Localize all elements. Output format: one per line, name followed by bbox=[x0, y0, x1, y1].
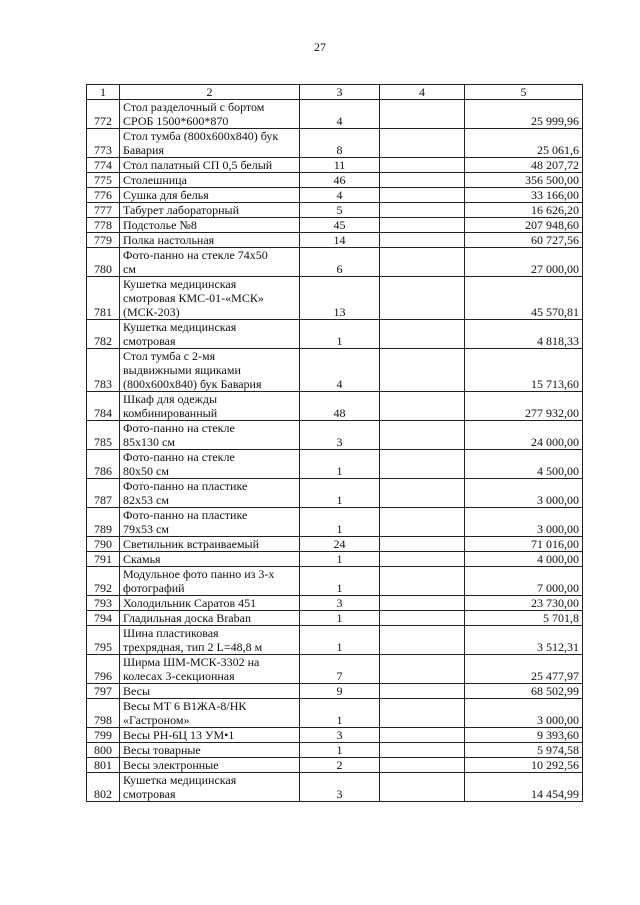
table-row bbox=[87, 479, 583, 508]
item-sum: 25 999,96 bbox=[465, 100, 583, 129]
item-name bbox=[120, 218, 300, 233]
item-name-line: Фото-панно на пластике bbox=[123, 508, 248, 522]
column-4-cell bbox=[380, 188, 465, 203]
column-4-cell bbox=[380, 233, 465, 248]
page-number: 27 bbox=[314, 40, 326, 54]
item-quantity: 3 bbox=[300, 596, 380, 611]
item-name bbox=[120, 158, 300, 173]
column-4-cell bbox=[380, 728, 465, 743]
table-row bbox=[87, 188, 583, 203]
column-4-cell bbox=[380, 450, 465, 479]
column-4-cell bbox=[380, 758, 465, 773]
row-number: 792 bbox=[87, 567, 120, 596]
column-4-cell bbox=[380, 129, 465, 158]
item-name bbox=[120, 773, 300, 802]
item-name bbox=[120, 655, 300, 684]
item-name-line: Фото-панно на стекле bbox=[123, 450, 235, 464]
column-4-cell bbox=[380, 320, 465, 349]
item-sum: 45 570,81 bbox=[465, 277, 583, 320]
item-name-line: Модульное фото панно из 3-х bbox=[123, 567, 275, 581]
table-row bbox=[87, 773, 583, 802]
item-sum: 27 000,00 bbox=[465, 248, 583, 277]
item-name bbox=[120, 188, 300, 203]
table-row bbox=[87, 552, 583, 567]
item-name-line: Холодильник Саратов 451 bbox=[123, 596, 257, 610]
item-name-line: выдвижными ящиками bbox=[123, 363, 241, 377]
table-row bbox=[87, 129, 583, 158]
row-number: 776 bbox=[87, 188, 120, 203]
item-sum: 7 000,00 bbox=[465, 567, 583, 596]
table-row bbox=[87, 158, 583, 173]
column-header: 4 bbox=[380, 85, 465, 100]
item-name bbox=[120, 392, 300, 421]
table-row bbox=[87, 203, 583, 218]
item-name bbox=[120, 567, 300, 596]
item-sum: 25 061,6 bbox=[465, 129, 583, 158]
item-name bbox=[120, 728, 300, 743]
column-4-cell bbox=[380, 248, 465, 277]
table-row bbox=[87, 728, 583, 743]
item-quantity: 4 bbox=[300, 188, 380, 203]
column-header: 2 bbox=[120, 85, 300, 100]
column-4-cell bbox=[380, 567, 465, 596]
item-name-line: смотровая КМС-01-«МСК» bbox=[123, 291, 264, 305]
table-row bbox=[87, 277, 583, 320]
item-name-line: Бавария bbox=[123, 143, 164, 157]
column-4-cell bbox=[380, 508, 465, 537]
table-row bbox=[87, 508, 583, 537]
row-number: 775 bbox=[87, 173, 120, 188]
item-quantity: 1 bbox=[300, 450, 380, 479]
table-row bbox=[87, 100, 583, 129]
item-name bbox=[120, 248, 300, 277]
row-number: 777 bbox=[87, 203, 120, 218]
item-name-line: комбинированный bbox=[123, 406, 218, 420]
column-4-cell bbox=[380, 392, 465, 421]
table-row bbox=[87, 233, 583, 248]
item-name-line: фотографий bbox=[123, 581, 185, 595]
item-name-line: Шина пластиковая bbox=[123, 626, 219, 640]
item-quantity: 2 bbox=[300, 758, 380, 773]
item-name-line: Весы bbox=[123, 684, 151, 698]
item-name bbox=[120, 479, 300, 508]
table-row bbox=[87, 421, 583, 450]
item-name-line: 82x53 см bbox=[123, 493, 169, 507]
column-4-cell bbox=[380, 421, 465, 450]
item-name-line: «Гастроном» bbox=[123, 713, 190, 727]
row-number: 801 bbox=[87, 758, 120, 773]
item-quantity: 4 bbox=[300, 349, 380, 392]
item-name bbox=[120, 320, 300, 349]
column-4-cell bbox=[380, 611, 465, 626]
item-sum: 16 626,20 bbox=[465, 203, 583, 218]
item-quantity: 14 bbox=[300, 233, 380, 248]
item-name-line: Стол тумба с 2-мя bbox=[123, 349, 216, 363]
item-sum: 207 948,60 bbox=[465, 218, 583, 233]
row-number: 790 bbox=[87, 537, 120, 552]
row-number: 782 bbox=[87, 320, 120, 349]
table-row bbox=[87, 567, 583, 596]
row-number: 793 bbox=[87, 596, 120, 611]
item-name-line: Весы МТ 6 В1ЖА-8/НК bbox=[123, 699, 247, 713]
row-number: 778 bbox=[87, 218, 120, 233]
item-quantity: 1 bbox=[300, 320, 380, 349]
item-quantity: 48 bbox=[300, 392, 380, 421]
item-quantity: 13 bbox=[300, 277, 380, 320]
column-4-cell bbox=[380, 743, 465, 758]
row-number: 800 bbox=[87, 743, 120, 758]
item-name-line: смотровая bbox=[123, 787, 176, 801]
column-4-cell bbox=[380, 684, 465, 699]
item-name-line: 79x53 см bbox=[123, 522, 169, 536]
item-name-line: Фото-панно на пластике bbox=[123, 479, 248, 493]
item-name-line: см bbox=[123, 262, 136, 276]
column-header: 3 bbox=[300, 85, 380, 100]
item-sum: 24 000,00 bbox=[465, 421, 583, 450]
item-quantity: 1 bbox=[300, 567, 380, 596]
item-quantity: 4 bbox=[300, 100, 380, 129]
item-sum: 15 713,60 bbox=[465, 349, 583, 392]
row-number: 779 bbox=[87, 233, 120, 248]
item-name-line: Кушетка медицинская bbox=[123, 773, 237, 787]
item-name-line: Стол тумба (800x600x840) бук bbox=[123, 129, 279, 143]
table-row bbox=[87, 537, 583, 552]
item-sum: 71 016,00 bbox=[465, 537, 583, 552]
item-name bbox=[120, 450, 300, 479]
item-name bbox=[120, 129, 300, 158]
item-sum: 4 500,00 bbox=[465, 450, 583, 479]
item-quantity: 3 bbox=[300, 773, 380, 802]
item-quantity: 1 bbox=[300, 479, 380, 508]
item-quantity: 11 bbox=[300, 158, 380, 173]
row-number: 789 bbox=[87, 508, 120, 537]
item-sum: 4 000,00 bbox=[465, 552, 583, 567]
row-number: 785 bbox=[87, 421, 120, 450]
column-header: 5 bbox=[465, 85, 583, 100]
item-quantity: 5 bbox=[300, 203, 380, 218]
item-sum: 14 454,99 bbox=[465, 773, 583, 802]
item-name bbox=[120, 421, 300, 450]
item-name bbox=[120, 277, 300, 320]
item-sum: 4 818,33 bbox=[465, 320, 583, 349]
item-quantity: 1 bbox=[300, 626, 380, 655]
table-row bbox=[87, 450, 583, 479]
item-name-line: Кушетка медицинская bbox=[123, 277, 237, 291]
item-name-line: Стол разделочный с бортом bbox=[123, 100, 265, 114]
item-name-line: Фото-панно на стекле 74x50 bbox=[123, 248, 268, 262]
item-name bbox=[120, 349, 300, 392]
item-quantity: 46 bbox=[300, 173, 380, 188]
column-4-cell bbox=[380, 173, 465, 188]
table-row bbox=[87, 626, 583, 655]
item-name-line: (800x600x840) бук Бавария bbox=[123, 377, 262, 391]
item-sum: 5 974,58 bbox=[465, 743, 583, 758]
item-name-line: Шкаф для одежды bbox=[123, 392, 218, 406]
item-sum: 33 166,00 bbox=[465, 188, 583, 203]
item-sum: 48 207,72 bbox=[465, 158, 583, 173]
table-row bbox=[87, 699, 583, 728]
item-name-line: Сушка для белья bbox=[123, 188, 209, 202]
row-number: 772 bbox=[87, 100, 120, 129]
item-quantity: 3 bbox=[300, 421, 380, 450]
item-name-line: Стол палатный СП 0,5 белый bbox=[123, 158, 273, 172]
row-number: 781 bbox=[87, 277, 120, 320]
item-sum: 356 500,00 bbox=[465, 173, 583, 188]
item-sum: 9 393,60 bbox=[465, 728, 583, 743]
column-4-cell bbox=[380, 100, 465, 129]
row-number: 794 bbox=[87, 611, 120, 626]
item-sum: 3 000,00 bbox=[465, 699, 583, 728]
item-sum: 277 932,00 bbox=[465, 392, 583, 421]
item-name-line: Скамья bbox=[123, 552, 161, 566]
item-sum: 68 502,99 bbox=[465, 684, 583, 699]
column-4-cell bbox=[380, 552, 465, 567]
item-name bbox=[120, 508, 300, 537]
row-number: 798 bbox=[87, 699, 120, 728]
row-number: 773 bbox=[87, 129, 120, 158]
column-4-cell bbox=[380, 626, 465, 655]
item-quantity: 1 bbox=[300, 552, 380, 567]
column-4-cell bbox=[380, 596, 465, 611]
item-name-line: Весы товарные bbox=[123, 743, 201, 757]
column-header: 1 bbox=[87, 85, 120, 100]
table-row bbox=[87, 248, 583, 277]
table-row bbox=[87, 611, 583, 626]
item-name-line: смотровая bbox=[123, 334, 176, 348]
item-name-line: колесах 3-секционная bbox=[123, 669, 235, 683]
column-4-cell bbox=[380, 479, 465, 508]
item-sum: 3 000,00 bbox=[465, 508, 583, 537]
item-name-line: Фото-панно на стекле bbox=[123, 421, 235, 435]
item-quantity: 3 bbox=[300, 728, 380, 743]
item-name bbox=[120, 173, 300, 188]
column-4-cell bbox=[380, 158, 465, 173]
row-number: 774 bbox=[87, 158, 120, 173]
column-4-cell bbox=[380, 537, 465, 552]
table-row bbox=[87, 684, 583, 699]
item-quantity: 9 bbox=[300, 684, 380, 699]
item-name-line: Кушетка медицинская bbox=[123, 320, 237, 334]
row-number: 795 bbox=[87, 626, 120, 655]
item-sum: 60 727,56 bbox=[465, 233, 583, 248]
item-name bbox=[120, 684, 300, 699]
item-name bbox=[120, 233, 300, 248]
item-quantity: 1 bbox=[300, 508, 380, 537]
item-name bbox=[120, 596, 300, 611]
item-name-line: Весы электронные bbox=[123, 758, 219, 772]
item-name-line: Светильник встраиваемый bbox=[123, 537, 260, 551]
item-sum: 23 730,00 bbox=[465, 596, 583, 611]
row-number: 802 bbox=[87, 773, 120, 802]
item-name-line: (МСК-203) bbox=[123, 305, 180, 319]
item-name bbox=[120, 626, 300, 655]
inventory-table bbox=[86, 84, 583, 802]
item-name bbox=[120, 100, 300, 129]
item-name bbox=[120, 699, 300, 728]
item-quantity: 1 bbox=[300, 743, 380, 758]
row-number: 787 bbox=[87, 479, 120, 508]
item-name-line: СРОБ 1500*600*870 bbox=[123, 114, 229, 128]
item-name bbox=[120, 552, 300, 567]
item-name bbox=[120, 203, 300, 218]
item-name-line: Подстолье №8 bbox=[123, 218, 197, 232]
item-quantity: 45 bbox=[300, 218, 380, 233]
item-name bbox=[120, 758, 300, 773]
row-number: 786 bbox=[87, 450, 120, 479]
row-number: 797 bbox=[87, 684, 120, 699]
item-sum: 25 477,97 bbox=[465, 655, 583, 684]
item-quantity: 1 bbox=[300, 611, 380, 626]
column-4-cell bbox=[380, 203, 465, 218]
column-4-cell bbox=[380, 655, 465, 684]
table-row bbox=[87, 349, 583, 392]
item-quantity: 1 bbox=[300, 699, 380, 728]
item-name-line: Табурет лабораторный bbox=[123, 203, 240, 217]
item-name-line: Полка настольная bbox=[123, 233, 215, 247]
column-4-cell bbox=[380, 277, 465, 320]
item-quantity: 7 bbox=[300, 655, 380, 684]
table-header-row bbox=[87, 85, 583, 100]
column-4-cell bbox=[380, 349, 465, 392]
row-number: 780 bbox=[87, 248, 120, 277]
table-row bbox=[87, 655, 583, 684]
item-sum: 5 701,8 bbox=[465, 611, 583, 626]
row-number: 799 bbox=[87, 728, 120, 743]
item-name bbox=[120, 743, 300, 758]
table-row bbox=[87, 320, 583, 349]
table-row bbox=[87, 173, 583, 188]
item-name-line: Ширма ШМ-МСК-3302 на bbox=[123, 655, 260, 669]
item-name bbox=[120, 611, 300, 626]
row-number: 791 bbox=[87, 552, 120, 567]
item-sum: 3 512,31 bbox=[465, 626, 583, 655]
table-row bbox=[87, 758, 583, 773]
column-4-cell bbox=[380, 773, 465, 802]
item-quantity: 24 bbox=[300, 537, 380, 552]
item-name-line: 85x130 см bbox=[123, 435, 175, 449]
table-row bbox=[87, 743, 583, 758]
item-name-line: трехрядная, тип 2 L=48,8 м bbox=[123, 640, 263, 654]
column-4-cell bbox=[380, 699, 465, 728]
item-quantity: 8 bbox=[300, 129, 380, 158]
item-name bbox=[120, 537, 300, 552]
item-name-line: 80x50 см bbox=[123, 464, 169, 478]
row-number: 783 bbox=[87, 349, 120, 392]
item-name-line: Весы РН-6Ц 13 УМ•1 bbox=[123, 728, 235, 742]
item-sum: 10 292,56 bbox=[465, 758, 583, 773]
item-quantity: 6 bbox=[300, 248, 380, 277]
item-name-line: Гладильная доска Braban bbox=[123, 611, 251, 625]
item-name-line: Столешница bbox=[123, 173, 187, 187]
table-row bbox=[87, 596, 583, 611]
table-row bbox=[87, 218, 583, 233]
table-row bbox=[87, 392, 583, 421]
row-number: 796 bbox=[87, 655, 120, 684]
item-sum: 3 000,00 bbox=[465, 479, 583, 508]
row-number: 784 bbox=[87, 392, 120, 421]
column-4-cell bbox=[380, 218, 465, 233]
